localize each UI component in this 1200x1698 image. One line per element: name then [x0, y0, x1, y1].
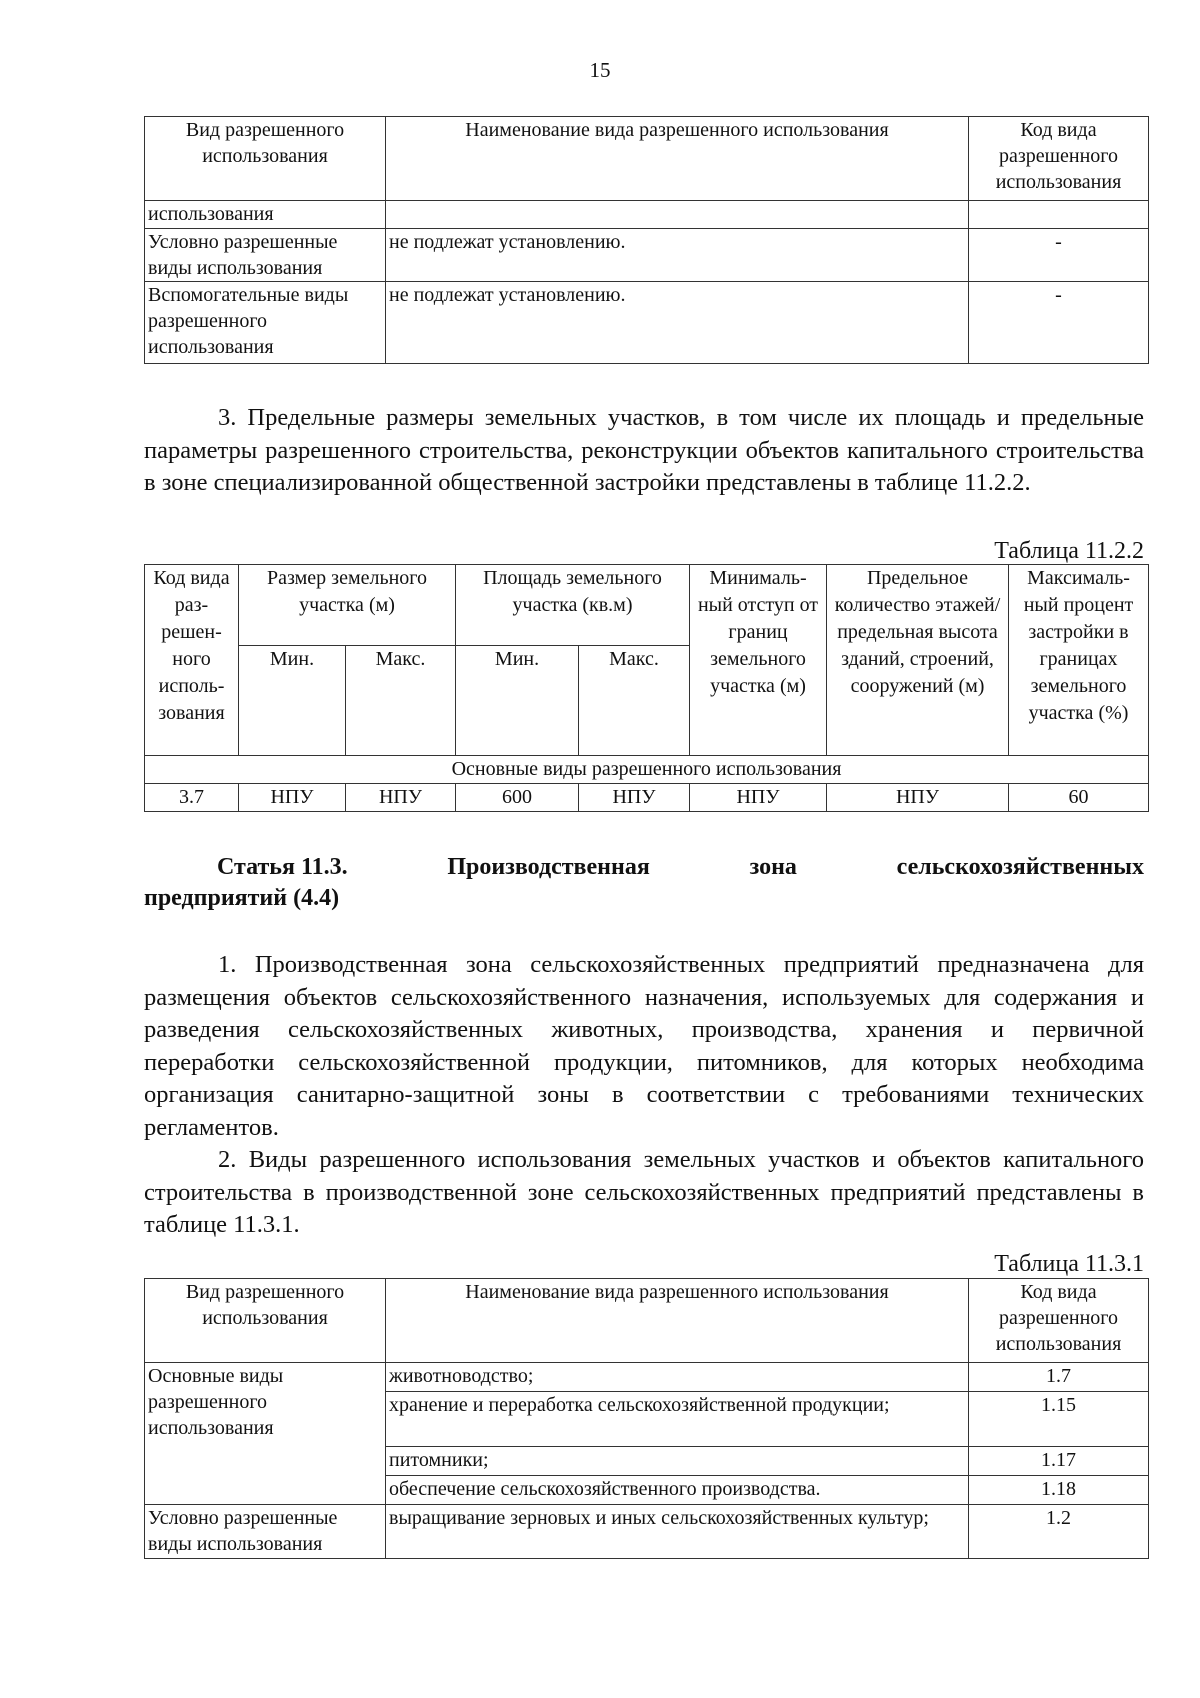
table-cell: 3.7	[145, 784, 239, 812]
table-caption-11-2-2: Таблица 11.2.2	[994, 538, 1144, 564]
header-use-name: Наименование вида разрешенного использования	[386, 1279, 969, 1363]
table-cell: 1.15	[969, 1392, 1149, 1447]
article-heading	[144, 852, 1144, 914]
table-cell: Условно разрешенные виды использования	[145, 229, 386, 282]
header-use-type: Вид разрешенного использования	[145, 1279, 386, 1363]
header-size-min: Мин.	[239, 646, 346, 756]
table-cell: НПУ	[579, 784, 690, 812]
table-section-row: Основные виды разрешенного использования	[145, 756, 1149, 784]
table-cell: НПУ	[346, 784, 456, 812]
table-cell: 1.17	[969, 1447, 1149, 1476]
paragraph-1: 1. Производственная зона сельскохозяйственных предприятий предназначена для размещения объектов сельскохозяйственного назначения, используемых для содержания и разведения сельскохозяйственных животных, производства, хранения и первичной переработки сельскохозяйственной продукции, питомников, для которых необходима организация санитарно-защитной зоны в соответствии с требованиями технических регламентов.	[144, 951, 1144, 1141]
table-cell: животноводство;	[386, 1363, 969, 1392]
table-caption-11-3-1: Таблица 11.3.1	[994, 1251, 1144, 1277]
table-cell: Основные виды разрешенного использования	[145, 1363, 386, 1505]
table-cell: обеспечение сельскохозяйственного производства.	[386, 1476, 969, 1505]
article-word: Производственная	[447, 854, 650, 880]
table-cell: выращивание зерновых и иных сельскохозяйственных культур;	[386, 1505, 969, 1559]
table-cell: 600	[456, 784, 579, 812]
header-area-min: Мин.	[456, 646, 579, 756]
table-cell: не подлежат установлению.	[386, 282, 969, 364]
page-number: 15	[589, 58, 611, 82]
table-cell: хранение и переработка сельскохозяйственной продукции;	[386, 1392, 969, 1447]
article-heading-line2: предприятий (4.4)	[144, 885, 340, 911]
article-label: Статья 11.3.	[217, 854, 348, 880]
table-cell: 1.18	[969, 1476, 1149, 1505]
article-word: сельскохозяйственных	[896, 854, 1144, 880]
header-code: Код вида раз-решен-ного исполь-зования	[145, 565, 239, 756]
table-cell	[386, 201, 969, 229]
table-cell: 60	[1009, 784, 1149, 812]
header-size-max: Макс.	[346, 646, 456, 756]
table-cell: 1.2	[969, 1505, 1149, 1559]
paragraph-2: 2. Виды разрешенного использования земельных участков и объектов капитального строительства в производственной зоне сельскохозяйственных предприятий представлены в таблице 11.3.1.	[144, 1146, 1144, 1238]
header-floors-height: Предельное количество этажей/ предельная высота зданий, строений, сооружений (м)	[827, 565, 1009, 756]
header-use-code: Код вида разрешенного использования	[969, 1279, 1149, 1363]
table-cell: НПУ	[239, 784, 346, 812]
table-top-permitted-uses	[144, 116, 1149, 364]
header-max-percent: Максималь-ный процент застройки в границах земельного участка (%)	[1009, 565, 1149, 756]
table-cell: Условно разрешенные виды использования	[145, 1505, 386, 1559]
header-plot-size: Размер земельного участка (м)	[239, 565, 456, 646]
header-min-setback: Минималь-ный отступ от границ земельного участка (м)	[690, 565, 827, 756]
header-use-type: Вид разрешенного использования	[145, 117, 386, 201]
table-cell: НПУ	[827, 784, 1009, 812]
table-cell: 1.7	[969, 1363, 1149, 1392]
table-cell: питомники;	[386, 1447, 969, 1476]
table-cell: Вспомогательные виды разрешенного использования	[145, 282, 386, 364]
table-cell: -	[969, 282, 1149, 364]
header-area-max: Макс.	[579, 646, 690, 756]
table-11-3-1	[144, 1278, 1149, 1559]
table-cell: НПУ	[690, 784, 827, 812]
table-cell	[969, 201, 1149, 229]
header-use-name: Наименование вида разрешенного использования	[386, 117, 969, 201]
table-cell: использования	[145, 201, 386, 229]
article-body	[144, 949, 1144, 1242]
header-use-code: Код вида разрешенного использования	[969, 117, 1149, 201]
table-cell: не подлежат установлению.	[386, 229, 969, 282]
paragraph-3: 3. Предельные размеры земельных участков, в том числе их площадь и предельные параметры разрешенного строительства, реконструкции объектов капитального строительства в зоне специализированной общественной застройки представлены в таблице 11.2.2.	[144, 404, 1144, 496]
header-plot-area: Площадь земельного участка (кв.м)	[456, 565, 690, 646]
table-11-2-2	[144, 564, 1149, 812]
table-cell: -	[969, 229, 1149, 282]
article-word: зона	[749, 854, 797, 880]
